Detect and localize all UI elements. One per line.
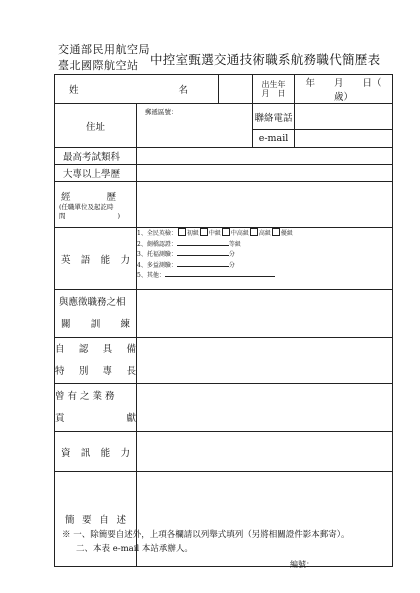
gept-advanced-checkbox[interactable] (250, 228, 258, 236)
experience-note-1: (任職單位及起訖時 (59, 202, 114, 211)
summary-label-cell: 簡 要 自 述 (55, 472, 137, 567)
birth-label-a: 出生年 (261, 80, 286, 89)
zip-code-label: 郵遞區號： (145, 108, 178, 116)
experience-value[interactable] (137, 182, 393, 228)
gept-superior-checkbox[interactable] (272, 228, 280, 236)
experience-label-b: 歷 (106, 191, 116, 203)
footnotes (62, 528, 349, 556)
phone-value-cell[interactable] (295, 104, 393, 130)
job-training-value[interactable] (137, 290, 393, 338)
address-label: 住址 (55, 104, 137, 148)
name-label-a: 姓 (69, 85, 79, 96)
exam-category-label: 最高考試類科 (55, 148, 137, 165)
toefl-input[interactable] (177, 249, 229, 256)
birth-label-b: 月 日 (261, 89, 286, 98)
college-degree-label: 大專以上學歷 (55, 165, 137, 182)
phone-label: 聯絡電話 (253, 104, 295, 130)
gept-line: 1、全民英檢： 初級 中級 中高級 高級 優級 (137, 230, 293, 237)
toeic-line: 4、多益測驗： 分 (137, 261, 235, 269)
gept-basic-checkbox[interactable] (178, 228, 186, 236)
email-value-cell[interactable] (295, 130, 393, 148)
serial-number-label: 編號： (290, 560, 314, 569)
contribution-label-cell: 曾有之業務 貢 獻 (55, 384, 137, 432)
english-ability-cell (137, 228, 393, 290)
cambridge-line: 2、劍橋認證： 等級 (137, 240, 241, 248)
name-value-cell[interactable] (219, 75, 253, 104)
college-degree-value[interactable] (137, 165, 393, 182)
other-line: 5、其他： (137, 270, 392, 281)
address-value-cell[interactable] (137, 104, 253, 148)
toeic-input[interactable] (177, 260, 229, 267)
contribution-value[interactable] (137, 384, 393, 432)
english-label-cell (55, 228, 137, 290)
experience-note-2b: ) (117, 211, 120, 220)
other-input[interactable] (165, 270, 275, 277)
specialty-value[interactable] (137, 338, 393, 384)
exam-category-value[interactable] (137, 148, 393, 165)
it-skill-label-cell: 資 訊 能 力 (55, 432, 137, 472)
org-line-2: 臺北國際航空站 (58, 59, 139, 72)
cambridge-input[interactable] (177, 239, 229, 246)
english-char-1: 英 (61, 254, 71, 266)
english-char-3: 能 (100, 254, 111, 266)
birth-label-cell (253, 75, 295, 104)
org-line-1: 交通部民用航空局 (58, 43, 150, 56)
gept-intermediate-checkbox[interactable] (200, 228, 208, 236)
gept-high-intermediate-checkbox[interactable] (222, 228, 230, 236)
birth-date-cell[interactable]: 年 月 日（ 歲） (295, 75, 393, 104)
toefl-line: 3、托福測驗： 分 (137, 251, 235, 258)
specialty-label-cell: 自 認 具 備 特 別 專 長 (55, 338, 137, 384)
english-char-2: 語 (80, 254, 91, 266)
english-char-4: 力 (120, 254, 130, 266)
job-training-label-cell: 與應徵職務之相 關 訓 練 (55, 290, 137, 338)
contribution-line-1: 曾有之業務 (55, 390, 118, 402)
form-title: 中控室甄選交通技術職系航務職代簡歷表 (150, 52, 381, 67)
name-label-cell (55, 75, 219, 104)
name-label-b: 名 (178, 85, 188, 96)
footnote-1: ※ 一、除簡要自述外，上項各欄請以列舉式填列（另將相關證件影本郵寄）。 (62, 530, 350, 540)
job-training-line-1: 與應徵職務之相 (59, 296, 126, 308)
experience-label-cell (55, 182, 137, 228)
resume-form-table (54, 74, 401, 567)
footnote-2: 二、本表 e-mail 本站承辦人。 (76, 544, 193, 554)
experience-label-a: 經 (61, 191, 71, 203)
email-label: e-mail (253, 130, 295, 148)
experience-note-2a: 間 (59, 211, 66, 220)
it-skill-value[interactable] (137, 432, 393, 472)
